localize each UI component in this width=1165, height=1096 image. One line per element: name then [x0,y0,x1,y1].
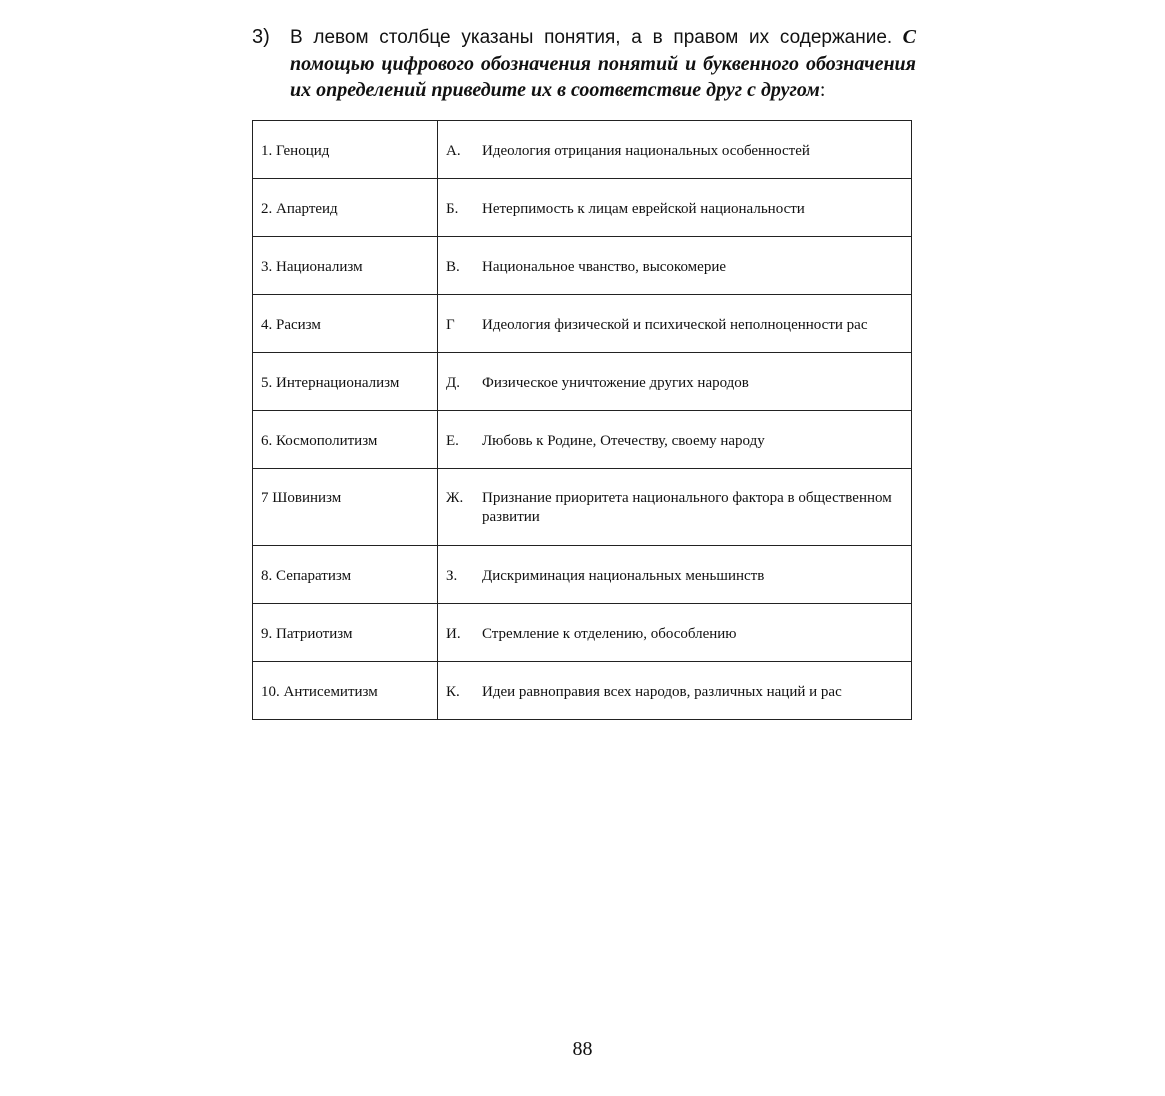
definition-text: Идеология отрицания национальных особенностей [482,143,810,159]
table-row [253,662,912,720]
letter-text: К. [446,684,460,700]
table-row [253,295,912,353]
concept-cell [253,469,438,546]
table-row [253,411,912,469]
task-lead: В левом столбце указаны понятия, а в правом их содержание. [290,27,893,48]
table-row [253,546,912,604]
definition-text: Стремление к отделению, обособлению [482,626,737,642]
concept-text: 4. Расизм [261,317,321,333]
table-row [253,121,912,179]
definition-text: Идеология физической и психической неполноценности рас [482,317,868,333]
concept-cell [253,604,438,662]
table-row [253,353,912,411]
concept-text: 6. Космополитизм [261,433,378,449]
table-row [253,237,912,295]
concept-cell [253,179,438,237]
concept-text: 3. Национализм [261,259,363,275]
concept-cell [253,411,438,469]
definition-text: Любовь к Родине, Отечеству, своему народу [482,433,765,449]
definition-text: Физическое уничтожение других народов [482,375,749,391]
definition-cell [482,662,912,720]
definition-cell [482,353,912,411]
task-end: : [819,79,826,101]
letter-cell [438,546,483,604]
letter-text: А. [446,143,461,159]
definition-cell [482,604,912,662]
concept-text: 7 Шовинизм [261,490,342,506]
concept-cell [253,546,438,604]
letter-cell [438,237,483,295]
definition-text: Идеи равноправия всех народов, различных наций и рас [482,684,842,700]
task-emphasis: С помощью цифрового обозначения понятий и буквенного обозначения их определений приведите их в соответствие друг с другом [290,26,916,101]
letter-cell [438,179,483,237]
concept-cell [253,121,438,179]
definition-text: Дискриминация национальных меньшинств [482,568,765,584]
letter-cell [438,411,483,469]
letter-cell [438,469,483,546]
concept-cell [253,237,438,295]
letter-text: Ж. [446,490,464,506]
definition-cell [482,546,912,604]
letter-text: И. [446,626,461,642]
definition-text: Признание приоритета национального фактора в общественном развитии [482,490,892,525]
concept-text: 9. Патриотизм [261,626,353,642]
concept-cell [253,295,438,353]
definition-cell [482,121,912,179]
letter-cell [438,353,483,411]
concept-text: 5. Интернационализм [261,375,400,391]
letter-text: Е. [446,433,459,449]
definition-cell [482,411,912,469]
page-number: 88 [572,1038,593,1060]
table-row [253,469,912,546]
definition-cell [482,469,912,546]
concept-cell [253,662,438,720]
task-instruction [252,24,916,103]
letter-cell [438,121,483,179]
definition-text: Национальное чванство, высокомерие [482,259,727,275]
concept-text: 1. Геноцид [261,143,330,159]
definition-text: Нетерпимость к лицам еврейской национальности [482,201,805,217]
task-number: 3) [252,26,270,48]
letter-cell [438,295,483,353]
definition-cell [482,237,912,295]
table-row [253,604,912,662]
table-row [253,179,912,237]
letter-text: З. [446,568,458,584]
letter-text: В. [446,259,460,275]
concept-cell [253,353,438,411]
definition-cell [482,179,912,237]
letter-text: Б. [446,201,459,217]
definition-cell [482,295,912,353]
concept-text: 2. Апартеид [261,201,338,217]
matching-table [252,120,912,720]
letter-text: Д. [446,375,460,391]
letter-text: Г [446,317,455,333]
concept-text: 10. Антисемитизм [261,684,378,700]
letter-cell [438,662,483,720]
concept-text: 8. Сепаратизм [261,568,352,584]
letter-cell [438,604,483,662]
task-text [290,24,916,103]
